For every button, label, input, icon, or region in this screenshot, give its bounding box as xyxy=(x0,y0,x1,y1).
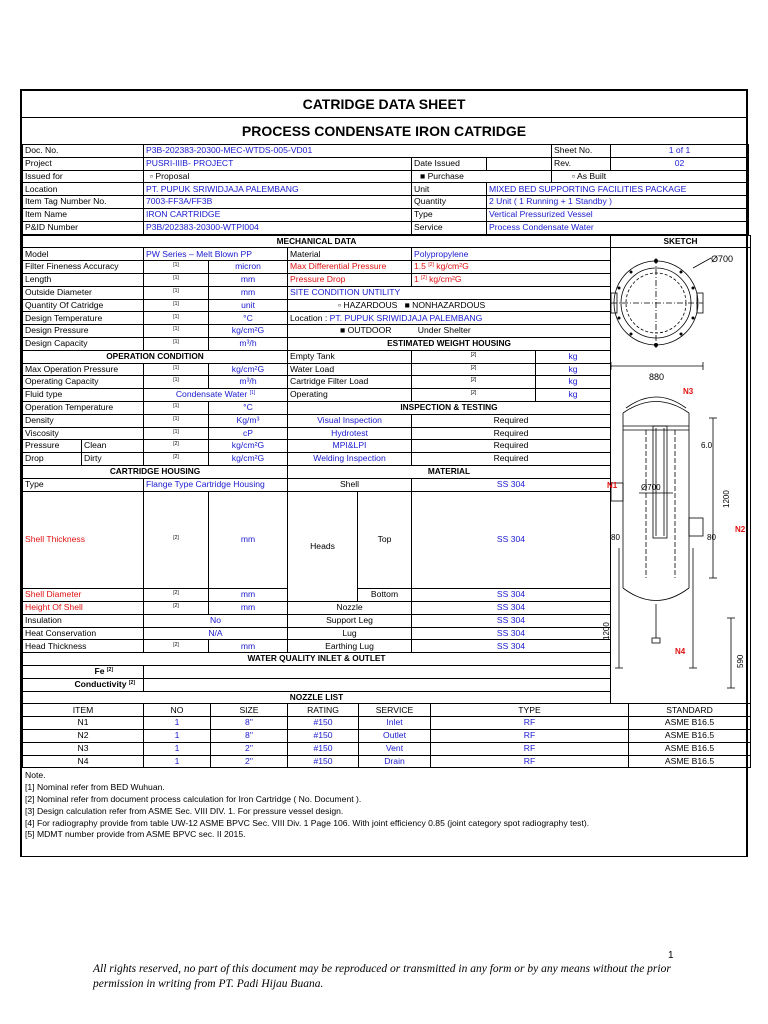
nozzle-rating: #150 xyxy=(288,742,359,755)
nozzle-service: Inlet xyxy=(359,717,431,730)
service-value: Process Condensate Water xyxy=(487,221,749,234)
housing-type-value: Flange Type Cartridge Housing xyxy=(144,478,288,491)
nozzle-material-label: Nozzle xyxy=(288,602,412,615)
nozzle-standard: ASME B16.5 xyxy=(629,755,751,768)
model-value: PW Series – Melt Blown PP xyxy=(144,248,288,261)
bottom-value: SS 304 xyxy=(412,589,611,602)
inspection-value: Required xyxy=(412,453,611,466)
pid-label: P&ID Number xyxy=(23,221,144,234)
pressure-drop-unit: kg/cm²G xyxy=(429,274,462,285)
note-ref: [2] xyxy=(428,262,434,269)
nozzle-standard: ASME B16.5 xyxy=(629,729,751,742)
earthing-lug-value: SS 304 xyxy=(412,640,611,653)
mech-row-label: Length xyxy=(23,273,144,286)
inspection-heading: INSPECTION & TESTING xyxy=(288,401,611,414)
note-line: [4] For radiography provide from table UW-12 ASME BPVC Sec. VIII Div. 1 Page 106. With joint efficiency 0.85 (joint category spot radiography test). xyxy=(25,817,590,828)
weight-label: Cartridge Filter Load xyxy=(288,376,412,389)
nozzle-size: 8'' xyxy=(211,729,288,742)
tag-value: 7003-FF3A/FF3B xyxy=(144,196,412,209)
clean-unit: kg/cm²G xyxy=(209,440,288,453)
housing-heading: CARTRIDGE HOUSING xyxy=(23,465,288,478)
housing-unit: mm xyxy=(209,491,288,589)
mechanical-heading: MECHANICAL DATA xyxy=(23,235,611,248)
note-ref: [2] xyxy=(106,667,113,674)
dim-1200b: 1200 xyxy=(602,622,611,641)
op-unit: cP xyxy=(209,427,288,440)
dirty-unit: kg/cm²G xyxy=(209,453,288,466)
nozzle-item: N1 xyxy=(23,717,144,730)
date-issued-label: Date Issued xyxy=(412,157,487,170)
note-ref: [1] xyxy=(173,339,179,346)
note-ref: [2] xyxy=(470,351,477,358)
note-ref: [2] xyxy=(173,590,179,597)
table-row xyxy=(23,755,751,768)
dim-6: 6.0 xyxy=(701,441,713,451)
mech-row-label: Design Temperature xyxy=(23,312,144,325)
mech-unit: micron xyxy=(209,261,288,274)
mech-unit: unit xyxy=(209,299,288,312)
page-subtitle: PROCESS CONDENSATE IRON CATRIDGE xyxy=(241,123,527,139)
bottom-label: Bottom xyxy=(358,589,412,602)
table-row xyxy=(23,729,751,742)
dirty-label: Dirty xyxy=(82,453,144,466)
table-row xyxy=(23,717,751,730)
site-condition: SITE CONDITION UNTILITY xyxy=(288,286,611,299)
head-thickness-unit: mm xyxy=(209,640,288,653)
nozzle-type: RF xyxy=(431,729,629,742)
site-location-label: Location : xyxy=(290,312,328,323)
shell-value: SS 304 xyxy=(412,478,611,491)
inspection-label: Welding Inspection xyxy=(288,453,412,466)
note-ref: [2] xyxy=(173,441,179,448)
op-unit: Kg/m³ xyxy=(209,414,288,427)
fe-value xyxy=(144,665,611,678)
housing-unit: mm xyxy=(209,589,288,602)
nozzle-table xyxy=(22,703,751,768)
unit-value: MIXED BED SUPPORTING FACILITIES PACKAGE xyxy=(487,183,749,196)
n4-label: N4 xyxy=(675,647,686,657)
weight-label: Operating xyxy=(288,389,412,402)
nozzle-no: 1 xyxy=(144,742,211,755)
note-ref: [1] xyxy=(173,275,179,282)
max-dp-value: 1.5 xyxy=(414,261,426,272)
note-ref: [2] xyxy=(173,454,179,461)
dim-1200a: 1200 xyxy=(722,490,731,509)
table-row xyxy=(23,742,751,755)
location-value: PT. PUPUK SRIWIDJAJA PALEMBANG xyxy=(144,183,412,196)
note-line: [2] Nominal refer from document process calculation for Iron Cartridge ( No. Document ). xyxy=(25,793,362,804)
col-header: SERVICE xyxy=(359,704,431,717)
model-label: Model xyxy=(23,248,144,261)
note-ref: [2] xyxy=(421,275,427,282)
weight-unit: kg xyxy=(536,376,611,389)
fe-label: Fe xyxy=(94,666,105,677)
page-title: CATRIDGE DATA SHEET xyxy=(22,91,746,118)
nozzle-no: 1 xyxy=(144,717,211,730)
mech-row-label: Quantity Of Catridge xyxy=(23,299,144,312)
dim-880: 880 xyxy=(649,372,665,383)
service-label: Service xyxy=(412,221,487,234)
n2-label: N2 xyxy=(735,525,746,535)
nozzle-standard: ASME B16.5 xyxy=(629,717,751,730)
item-name-value: IRON CARTRIDGE xyxy=(144,208,412,221)
op-unit: m³/h xyxy=(209,376,288,389)
op-row-label: Fluid type xyxy=(23,389,144,402)
note-line: [5] MDMT number provide from ASME BPVC sec. II 2015. xyxy=(25,829,246,840)
nozzle-size: 2'' xyxy=(211,755,288,768)
project-label: Project xyxy=(23,157,144,170)
lug-value: SS 304 xyxy=(412,627,611,640)
copyright-footer: All rights reserved, no part of this document may be reproduced or transmitted in any form or by any means without the prior permission in writing from PT. Padi Hijau Buana. xyxy=(93,963,671,990)
fluid-type-value: Condensate Water xyxy=(175,389,248,400)
issued-for-purchase: ■ Purchase xyxy=(412,170,552,183)
nozzle-list-heading: NOZZLE LIST xyxy=(23,691,611,704)
note-ref: [1] xyxy=(173,313,179,320)
housing-unit: mm xyxy=(209,602,288,615)
mech-row-label: Design Pressure xyxy=(23,325,144,338)
note-ref: [1] xyxy=(173,287,179,294)
nozzle-no: 1 xyxy=(144,729,211,742)
insulation-label: Insulation xyxy=(23,614,144,627)
col-header: SIZE xyxy=(211,704,288,717)
inspection-value: Required xyxy=(412,414,611,427)
nozzle-header-row xyxy=(23,704,751,717)
nozzle-service: Vent xyxy=(359,742,431,755)
nonhazardous-option: ■ NONHAZARDOUS xyxy=(404,299,486,310)
operation-heading: OPERATION CONDITION xyxy=(23,350,288,363)
nozzle-size: 8'' xyxy=(211,717,288,730)
main-table xyxy=(22,235,751,705)
site-location-value: PT. PUPUK SRIWIDJAJA PALEMBANG xyxy=(329,312,483,323)
water-quality-heading: WATER QUALITY INLET & OUTLET xyxy=(23,653,611,666)
project-value: PUSRI-IIIB- PROJECT xyxy=(144,157,412,170)
dim-590: 590 xyxy=(736,655,745,669)
dim-80b: 80 xyxy=(707,533,716,543)
max-dp-label: Max Differential Pressure xyxy=(288,261,412,274)
vessel-sketch xyxy=(602,248,749,703)
top-value: SS 304 xyxy=(412,491,611,589)
doc-no-value: P3B-202383-20300-MEC-WTDS-005-VD01 xyxy=(144,145,552,158)
material-label: Material xyxy=(288,248,412,261)
inspection-label: MPI&LPI xyxy=(288,440,412,453)
sketch-heading: SKETCH xyxy=(611,235,751,248)
rev-label: Rev. xyxy=(552,157,611,170)
item-name-label: Item Name xyxy=(23,208,144,221)
op-row-label: Operating Capacity xyxy=(23,376,144,389)
conductivity-label: Conductivity xyxy=(74,678,127,689)
mech-row-label: Design Capacity xyxy=(23,337,144,350)
nozzle-rating: #150 xyxy=(288,717,359,730)
top-label: Top xyxy=(358,491,412,589)
note-ref: [2] xyxy=(470,364,477,371)
note-ref: [2] xyxy=(128,679,135,686)
note-ref: [1] xyxy=(173,415,179,422)
op-row-label: Density xyxy=(23,414,144,427)
drop-label: Drop xyxy=(23,453,82,466)
mech-row-label: Outside Diameter xyxy=(23,286,144,299)
page-number: 1 xyxy=(668,950,674,961)
inspection-value: Required xyxy=(412,427,611,440)
note-ref: [2] xyxy=(173,535,179,542)
max-dp-unit: kg/cm²G xyxy=(436,261,469,272)
clean-label: Clean xyxy=(82,440,144,453)
weight-unit: kg xyxy=(536,389,611,402)
inspection-label: Visual Inspection xyxy=(288,414,412,427)
nozzle-material-value: SS 304 xyxy=(412,602,611,615)
issued-for-proposal: ▫ Proposal xyxy=(144,170,412,183)
nozzle-size: 2'' xyxy=(211,742,288,755)
dim-700-mid: Ø700 xyxy=(641,483,661,493)
nozzle-rating: #150 xyxy=(288,729,359,742)
note-ref: [1] xyxy=(249,390,256,397)
header-table xyxy=(22,144,749,235)
op-unit: °C xyxy=(209,401,288,414)
note-ref: [2] xyxy=(470,390,477,397)
note-line: [1] Nominal refer from BED Wuhuan. xyxy=(25,782,165,793)
inspection-label: Hydrotest xyxy=(288,427,412,440)
hazardous-option: ▫ HAZARDOUS xyxy=(338,299,398,310)
insulation-value: No xyxy=(144,614,288,627)
nozzle-item: N4 xyxy=(23,755,144,768)
mech-unit: kg/cm²G xyxy=(209,325,288,338)
mech-unit: m³/h xyxy=(209,337,288,350)
note-ref: [1] xyxy=(173,300,179,307)
head-thickness-label: Head Thickness xyxy=(23,640,144,653)
housing-row-label: Shell Thickness xyxy=(23,491,144,589)
heads-label: Heads xyxy=(288,491,358,601)
note-ref: [1] xyxy=(173,364,179,371)
sheet-no-label: Sheet No. xyxy=(552,145,611,158)
note-line: Note. xyxy=(25,770,46,781)
nozzle-service: Drain xyxy=(359,755,431,768)
support-leg-label: Support Leg xyxy=(288,614,412,627)
op-unit: kg/cm²G xyxy=(209,363,288,376)
inspection-value: Required xyxy=(412,440,611,453)
nozzle-item: N3 xyxy=(23,742,144,755)
col-header: NO xyxy=(144,704,211,717)
note-line: [3] Design calculation refer from ASME Sec. VIII DIV. 1. For pressure vessel design. xyxy=(25,805,344,816)
op-row-label: Max Operation Pressure xyxy=(23,363,144,376)
note-ref: [1] xyxy=(173,403,179,410)
note-ref: [1] xyxy=(173,377,179,384)
mech-unit: mm xyxy=(209,286,288,299)
earthing-lug-label: Earthing Lug xyxy=(288,640,412,653)
sketch-panel xyxy=(602,248,751,704)
outdoor-option: ■ OUTDOOR xyxy=(340,325,392,336)
nozzle-item: N2 xyxy=(23,729,144,742)
col-header: ITEM xyxy=(23,704,144,717)
nozzle-no: 1 xyxy=(144,755,211,768)
material-heading: MATERIAL xyxy=(288,465,611,478)
dim-80a: 80 xyxy=(611,533,620,543)
data-sheet xyxy=(20,89,748,857)
rev-value: 02 xyxy=(611,157,749,170)
type-value: Vertical Pressurized Vessel xyxy=(487,208,749,221)
heat-conservation-label: Heat Conservation xyxy=(23,627,144,640)
doc-no-label: Doc. No. xyxy=(23,145,144,158)
material-value: Polypropylene xyxy=(412,248,611,261)
note-ref: [1] xyxy=(173,428,179,435)
col-header: RATING xyxy=(288,704,359,717)
col-header: TYPE xyxy=(431,704,629,717)
mech-unit: mm xyxy=(209,273,288,286)
n3-label: N3 xyxy=(683,387,694,397)
shell-label: Shell xyxy=(288,478,412,491)
dim-700-top: Ø700 xyxy=(711,254,734,265)
nozzle-type: RF xyxy=(431,742,629,755)
housing-row-label: Height Of Shell xyxy=(23,602,144,615)
pressure-label: Pressure xyxy=(23,440,82,453)
heat-conservation-value: N/A xyxy=(144,627,288,640)
quantity-value: 2 Unit ( 1 Running + 1 Standby ) xyxy=(487,196,749,209)
nozzle-type: RF xyxy=(431,755,629,768)
conductivity-value xyxy=(144,678,611,691)
note-ref: [1] xyxy=(173,262,179,269)
op-row-label: Operation Temperature xyxy=(23,401,144,414)
location-label: Location xyxy=(23,183,144,196)
notes-block xyxy=(22,768,746,856)
weight-label: Empty Tank xyxy=(288,350,412,363)
note-ref: [2] xyxy=(470,377,477,384)
op-row-label: Viscosity xyxy=(23,427,144,440)
pid-value: P3B/202383-20300-WTPI004 xyxy=(144,221,412,234)
issued-for-label: Issued for xyxy=(23,170,144,183)
note-ref: [1] xyxy=(173,326,179,333)
sheet-no-value: 1 of 1 xyxy=(611,145,749,158)
shelter-option: Under Shelter xyxy=(417,325,471,336)
col-header: STANDARD xyxy=(629,704,751,717)
weight-heading: ESTIMATED WEIGHT HOUSING xyxy=(288,337,611,350)
note-ref: [2] xyxy=(173,641,179,648)
support-leg-value: SS 304 xyxy=(412,614,611,627)
weight-unit: kg xyxy=(536,350,611,363)
date-issued-value xyxy=(487,157,552,170)
weight-unit: kg xyxy=(536,363,611,376)
nozzle-standard: ASME B16.5 xyxy=(629,742,751,755)
quantity-label: Quantity xyxy=(412,196,487,209)
note-ref: [2] xyxy=(173,603,179,610)
mech-row-label: Filter Fineness Accuracy xyxy=(23,261,144,274)
lug-label: Lug xyxy=(288,627,412,640)
nozzle-rating: #150 xyxy=(288,755,359,768)
pressure-drop-value: 1 xyxy=(414,274,419,285)
type-label: Type xyxy=(412,208,487,221)
issued-for-asbuilt: ▫ As Built xyxy=(552,170,749,183)
unit-label: Unit xyxy=(412,183,487,196)
weight-label: Water Load xyxy=(288,363,412,376)
housing-type-label: Type xyxy=(23,478,144,491)
mech-unit: °C xyxy=(209,312,288,325)
n1-label: N1 xyxy=(607,481,618,491)
pressure-drop-label: Pressure Drop xyxy=(288,273,412,286)
tag-label: Item Tag Number No. xyxy=(23,196,144,209)
housing-row-label: Shell Diameter xyxy=(23,589,144,602)
nozzle-service: Outlet xyxy=(359,729,431,742)
nozzle-type: RF xyxy=(431,717,629,730)
